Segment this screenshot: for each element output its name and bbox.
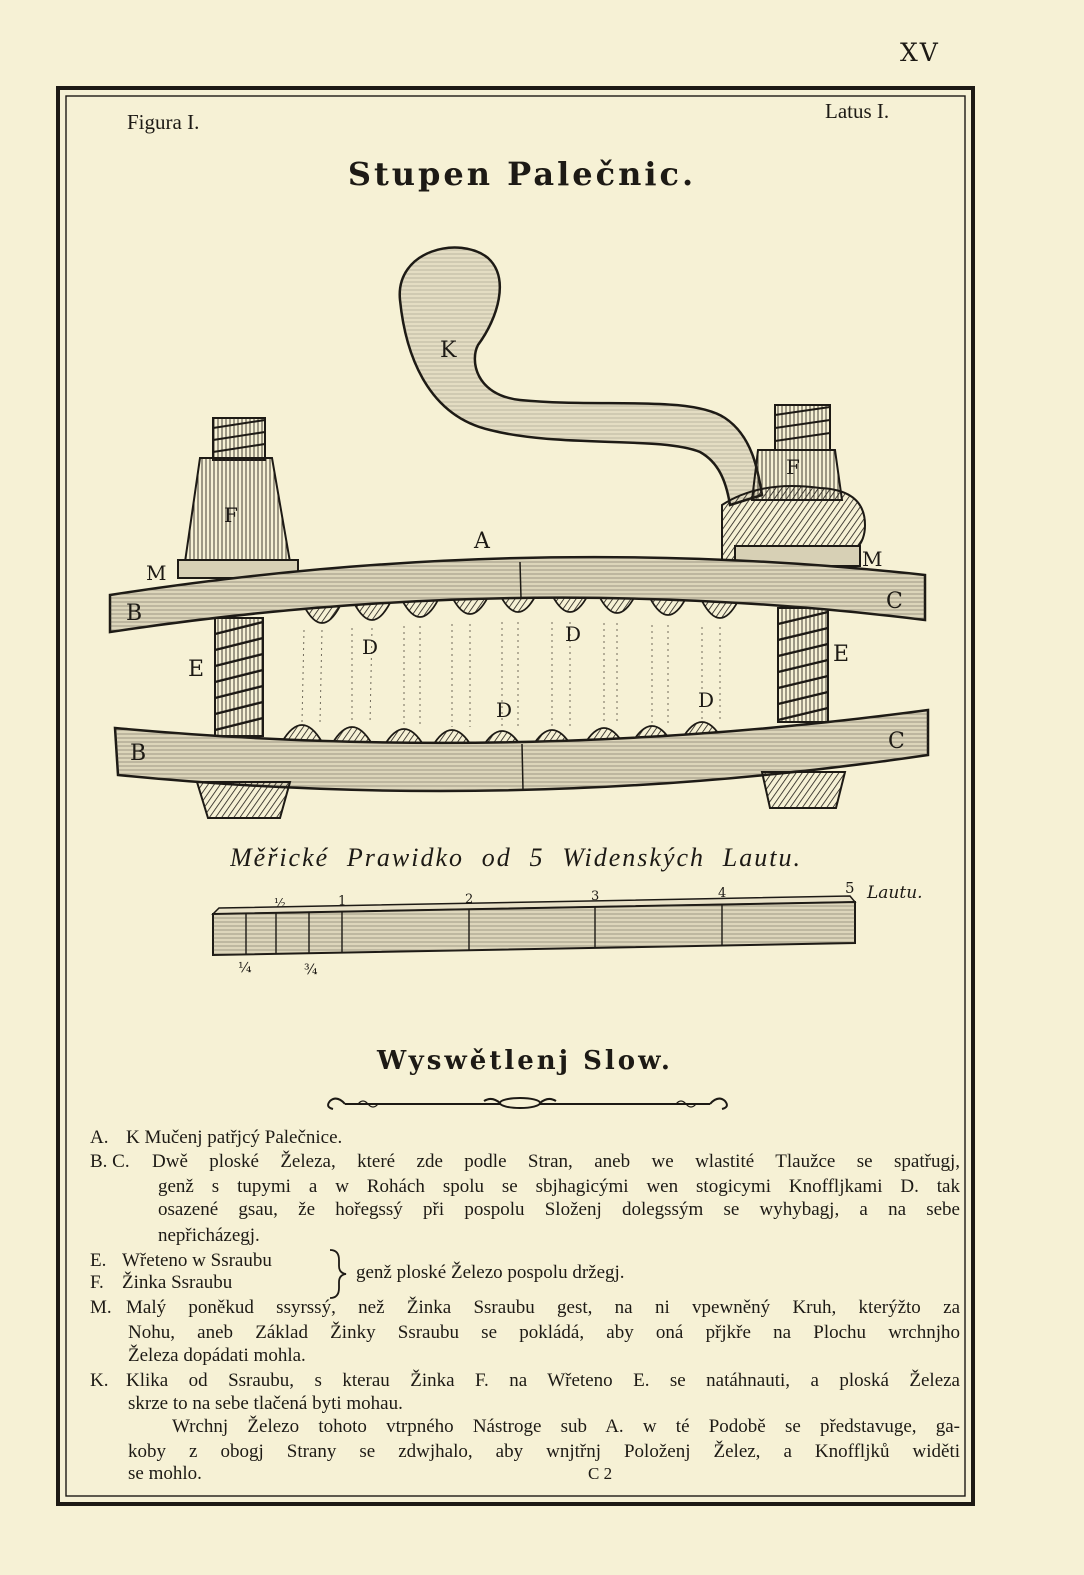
legend-key-e: E.	[90, 1250, 107, 1271]
left-spindle	[215, 618, 263, 736]
legend-key-a: A.	[90, 1127, 109, 1148]
legend-title: Wyswětlenj Slow.	[377, 1046, 673, 1076]
label-k: K	[440, 338, 457, 363]
legend-key-bc: B. C.	[90, 1151, 130, 1172]
legend-bc-line-1: Dwě ploské Železa, které zde podle Stran, aneb we wlastité Tlaužce se spatřugj,	[152, 1151, 960, 1172]
legend-ef-shared: genž ploské Železo pospolu držegj.	[356, 1262, 625, 1283]
right-foot	[762, 772, 845, 808]
latus-label: Latus I.	[825, 99, 890, 123]
right-screw-top	[775, 405, 830, 450]
ruler-tick-5: 5	[845, 879, 855, 897]
legend-note-line-2: koby z obogj Strany se zdwjhalo, aby wnjtřnj Položenj Želez, a Knoffljků widěti	[128, 1441, 960, 1462]
label-e-left: E	[188, 657, 205, 682]
ruler-tick-4: 4	[718, 886, 727, 901]
label-f-left: F	[224, 503, 238, 527]
legend-m-line-1: Malý poněkud ssyrssý, než Žinka Ssraubu gest, na ni vpewněný Kruh, kterýžto za	[126, 1297, 960, 1318]
ornament-rule	[328, 1098, 727, 1109]
legend-k-line-2: skrze to na sebe tlačená byti mohau.	[128, 1393, 403, 1414]
label-m-right: M	[862, 547, 883, 571]
plate-title: Stupen Palečnic.	[347, 155, 697, 193]
legend-bc-line-2: genž s tupymi a w Rohách spolu se sbjhagicými wen stogicymi Knoffljkami D. tak	[158, 1176, 960, 1197]
ruler-fraction-three-quarter: ¾	[304, 962, 318, 978]
ruler-tick-half: ½	[274, 896, 286, 910]
label-c-upper: C	[886, 589, 903, 614]
legend-key-f: F.	[90, 1272, 104, 1293]
label-a: A	[474, 529, 490, 554]
left-screw-top	[213, 418, 265, 460]
measuring-ruler	[213, 896, 855, 955]
figure-label: Figura I.	[127, 110, 200, 134]
legend-bc-line-3: osazené gsau, že hořegssý při pospolu Složenj dolegssým se wyhybagj, a na sebe	[158, 1199, 960, 1220]
label-b-upper: B	[126, 601, 143, 626]
legend-key-k: K.	[90, 1370, 109, 1391]
signature-mark: C 2	[588, 1464, 613, 1483]
right-spindle	[778, 608, 828, 722]
legend-key-m: M.	[90, 1297, 112, 1318]
label-c-lower: C	[888, 729, 905, 754]
label-b-lower: B	[130, 741, 147, 766]
label-e-right: E	[833, 642, 850, 667]
legend-a-line-1: K Mučenj patřjcý Palečnice.	[126, 1127, 343, 1148]
label-f-right: F	[786, 455, 800, 479]
label-d-2: D	[565, 622, 582, 646]
ruler-tick-3: 3	[591, 889, 600, 904]
ruler-tick-2: 2	[465, 892, 474, 907]
legend-m-line-3: Železa dopádati mohla.	[128, 1345, 306, 1366]
ruler-fraction-quarter: ¼	[238, 960, 252, 976]
label-m-left: M	[146, 561, 167, 585]
ruler-unit: Lautu.	[867, 883, 923, 903]
left-foot	[197, 782, 290, 818]
label-d-3: D	[496, 698, 513, 722]
legend-note-line-3: se mohlo.	[128, 1463, 202, 1484]
legend-m-line-2: Nohu, aneb Základ Žinky Ssraubu se pokládá, aby oná přjkře na Plochu wrchnjho	[128, 1322, 960, 1343]
label-d-1: D	[362, 635, 379, 659]
scale-title: Měřické Prawidko od 5 Widenských Lautu.	[230, 843, 802, 872]
legend-note-line-1: Wrchnj Železo tohoto vtrpného Nástroge sub A. w té Podobě se představuge, ga-	[172, 1416, 960, 1437]
label-d-4: D	[698, 688, 715, 712]
legend-f-text: Žinka Ssraubu	[122, 1272, 233, 1293]
page-number: XV	[900, 38, 940, 67]
legend-bc-line-4: nepřicházegj.	[158, 1225, 260, 1246]
ruler-tick-1: 1	[338, 894, 347, 909]
brace-e-f	[330, 1250, 346, 1298]
legend-k-line-1: Klika od Ssraubu, s kterau Žinka F. na Wřeteno E. se natáhnauti, a ploská Železa	[126, 1370, 960, 1391]
handle-k	[400, 247, 762, 505]
legend-e-text: Wřeteno w Ssraubu	[122, 1250, 272, 1271]
